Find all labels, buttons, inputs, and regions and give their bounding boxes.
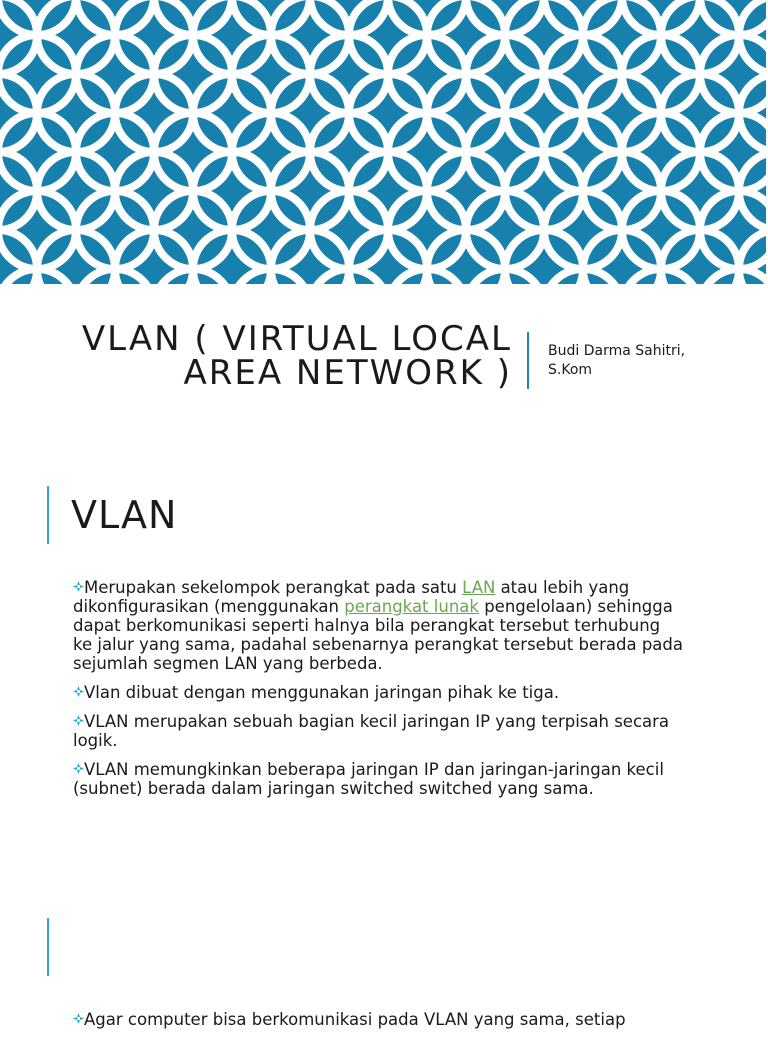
author-line-1: Budi Darma Sahitri, — [548, 343, 686, 359]
bullet-text-part: pengelolaan) sehingga dapat berkomunikasi seperti halnya bila perangkat tersebut terhubung ke jalur yang sama, padahal sebenarnya perangkat tersebut berada pada sejumlah segmen LAN yang berbeda. — [73, 597, 684, 673]
diamond-bullet-icon — [73, 1013, 84, 1024]
bullet-text-part: Merupakan sekelompok perangkat pada satu — [84, 578, 463, 597]
author-name — [548, 342, 748, 380]
diamond-bullet-icon — [73, 581, 84, 592]
bullet-text: Vlan dibuat dengan menggunakan jaringan pihak ke tiga. — [84, 683, 560, 702]
software-link[interactable]: perangkat lunak — [344, 597, 479, 616]
title-slide-header — [0, 319, 768, 402]
lan-link[interactable]: LAN — [462, 578, 496, 597]
section-accent-bar-2 — [47, 918, 49, 976]
list-item — [73, 712, 683, 750]
bullet-list-2 — [73, 1010, 683, 1039]
bullet-text: Agar computer bisa berkomunikasi pada VLAN yang sama, setiap — [84, 1010, 626, 1029]
list-item — [73, 760, 683, 798]
bullet-text: VLAN memungkinkan beberapa jaringan IP dan jaringan-jaringan kecil (subnet) berada dalam jaringan switched switched yang sama. — [73, 760, 664, 798]
circle-lattice-pattern — [0, 0, 768, 288]
list-item — [73, 1010, 683, 1029]
list-item — [73, 683, 683, 702]
title-line-2: AREA NETWORK ) — [183, 353, 512, 393]
section-heading: VLAN — [71, 493, 178, 537]
title-line-1: VLAN ( VIRTUAL LOCAL — [81, 319, 512, 359]
bullet-list — [73, 578, 683, 808]
list-item — [73, 578, 683, 673]
diamond-bullet-icon — [73, 763, 84, 774]
decorative-pattern-banner — [0, 0, 768, 288]
presentation-title — [81, 319, 512, 393]
title-divider — [527, 332, 529, 389]
diamond-bullet-icon — [73, 715, 84, 726]
diamond-bullet-icon — [73, 686, 84, 697]
author-line-2: S.Kom — [548, 362, 593, 378]
section-accent-bar — [47, 486, 49, 544]
bullet-text: VLAN merupakan sebuah bagian kecil jaringan IP yang terpisah secara logik. — [73, 712, 670, 750]
bullet-text-part: atau lebih yang dikonfigurasikan (menggunakan — [73, 578, 630, 616]
